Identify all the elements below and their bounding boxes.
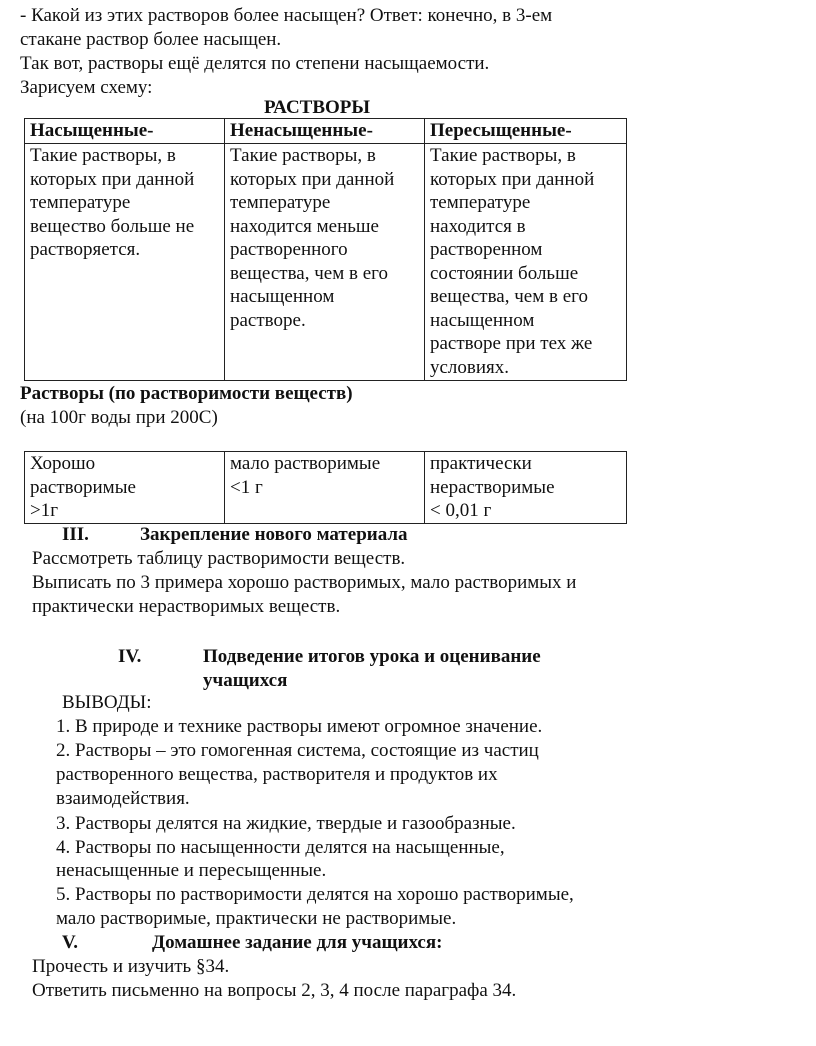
section4-number: IV. [118,646,142,667]
section4-title-line-2: учащихся [203,670,288,691]
solubility-cell-low [225,452,425,524]
solubility-table [24,451,627,524]
intro-line-4: Зарисуем схему: [20,77,153,98]
conclusion-item: мало растворимые, практически не растворимые. [56,908,457,929]
scheme-cell-saturated-text: Такие растворы, в которых при данной температуре вещество больше не растворяется. [30,145,195,260]
section5-number: V. [62,932,79,953]
intro-line-3: Так вот, растворы ещё делятся по степени насыщаемости. [20,53,490,74]
intro-line-1: - Какой из этих растворов более насыщен? Ответ: конечно, в 3-ем [20,5,553,26]
conclusion-item: растворенного вещества, растворителя и продуктов их [56,764,498,785]
section3-line-2: Выписать по 3 примера хорошо растворимых, мало растворимых и [32,572,577,593]
solubility-cell-low-text: мало растворимые <1 г [230,453,381,498]
scheme-header-saturated: Насыщенные- [25,119,225,144]
scheme-cell-supersaturated [425,144,627,381]
section5-line-1: Прочесть и изучить §34. [32,956,230,977]
solubility-cell-insoluble [425,452,627,524]
conclusion-item: 2. Растворы – это гомогенная система, состоящие из частиц [56,740,539,761]
conclusion-item: ненасыщенные и пересыщенные. [56,860,327,881]
section3-title: Закрепление нового материала [140,524,408,545]
section5-line-2: Ответить письменно на вопросы 2, 3, 4 после параграфа 34. [32,980,517,1001]
section3-line-1: Рассмотреть таблицу растворимости веществ. [32,548,406,569]
scheme-title: РАСТВОРЫ [264,97,371,118]
conclusion-item: 4. Растворы по насыщенности делятся на насыщенные, [56,837,505,858]
section3-number: III. [62,524,89,545]
section3-line-3: практически нерастворимых веществ. [32,596,341,617]
conclusion-item: 1. В природе и технике растворы имеют огромное значение. [56,716,543,737]
solubility-cell-good-text: Хорошо растворимые >1г [30,453,136,521]
solubility-cell-good [25,452,225,524]
scheme-cell-supersaturated-text: Такие растворы, в которых при данной температуре находится в растворенном состоянии больше вещества, чем в его насыщенном растворе при тех же условиях. [430,145,595,378]
section4-title-line-1: Подведение итогов урока и оценивание [203,646,541,667]
scheme-table [24,118,627,381]
scheme-cell-unsaturated-text: Такие растворы, в которых при данной температуре находится меньше растворенного вещества, чем в его насыщенном растворе. [230,145,395,331]
section5-title: Домашнее задание для учащихся: [152,932,443,953]
solubility-heading: Растворы (по растворимости веществ) [20,383,353,404]
conclusion-item: 5. Растворы по растворимости делятся на хорошо растворимые, [56,884,574,905]
solubility-cell-insoluble-text: практически нерастворимые < 0,01 г [430,453,555,521]
scheme-header-supersaturated: Пересыщенные- [425,119,627,144]
conclusion-item: 3. Растворы делятся на жидкие, твердые и газообразные. [56,813,516,834]
conclusions-label: ВЫВОДЫ: [62,692,152,713]
scheme-cell-unsaturated [225,144,425,381]
solubility-subheading: (на 100г воды при 200С) [20,407,218,428]
scheme-header-unsaturated: Ненасыщенные- [225,119,425,144]
conclusion-item: взаимодействия. [56,788,190,809]
intro-line-2: стакане раствор более насыщен. [20,29,282,50]
scheme-cell-saturated [25,144,225,381]
